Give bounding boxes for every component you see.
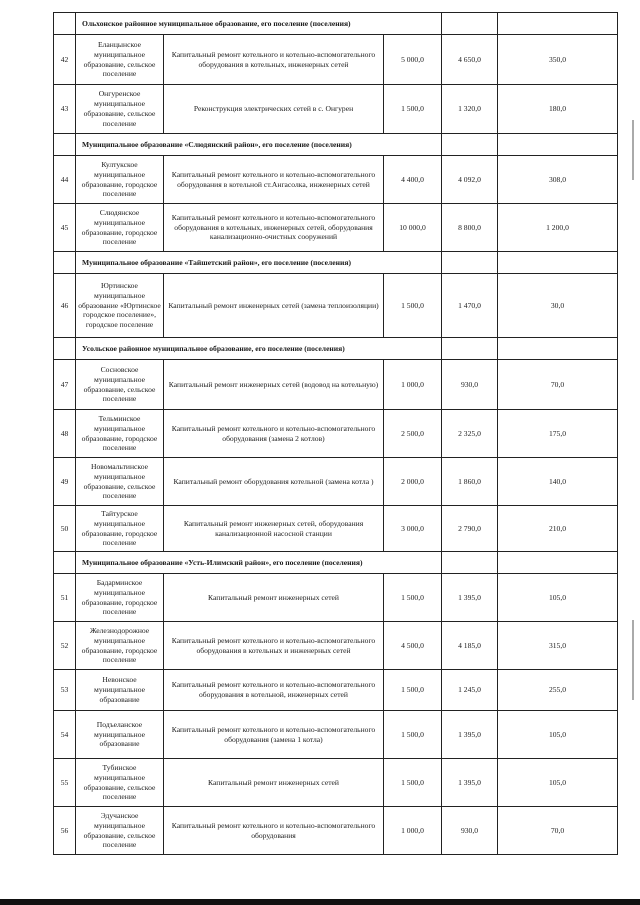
total-amount: 1 500,0 (384, 711, 442, 759)
work-description: Реконструкция электрических сетей в с. Онгурен (164, 85, 384, 134)
table-row (54, 85, 618, 134)
regional-amount: 4 092,0 (442, 156, 498, 204)
table-row (54, 360, 618, 410)
row-number: 46 (54, 274, 76, 338)
work-description: Капитальный ремонт инженерных сетей (164, 574, 384, 622)
table-row (54, 711, 618, 759)
row-number: 52 (54, 622, 76, 670)
total-amount: 2 500,0 (384, 410, 442, 458)
regional-amount: 1 395,0 (442, 574, 498, 622)
table-row (54, 204, 618, 252)
section-total-cell (442, 252, 498, 274)
work-description: Капитальный ремонт котельного и котельно-вспомогательного оборудования в котельных и инженерных сетей (164, 622, 384, 670)
work-description: Капитальный ремонт котельного и котельно-вспомогательного оборудования (замена 2 котлов) (164, 410, 384, 458)
local-amount: 105,0 (498, 574, 618, 622)
total-amount: 10 000,0 (384, 204, 442, 252)
local-amount: 175,0 (498, 410, 618, 458)
table-row (54, 35, 618, 85)
section-number-cell (54, 552, 76, 574)
row-number: 47 (54, 360, 76, 410)
row-number: 54 (54, 711, 76, 759)
section-regional-cell (498, 252, 618, 274)
total-amount: 1 500,0 (384, 670, 442, 711)
section-regional-cell (498, 13, 618, 35)
section-title: Усольское районное муниципальное образование, его поселение (поселения) (76, 338, 442, 360)
municipality-name: Эдучанское муниципальное образование, сельское поселение (76, 807, 164, 855)
regional-amount: 1 860,0 (442, 458, 498, 506)
total-amount: 5 000,0 (384, 35, 442, 85)
total-amount: 1 500,0 (384, 85, 442, 134)
municipality-name: Невонское муниципальное образование (76, 670, 164, 711)
regional-amount: 1 470,0 (442, 274, 498, 338)
section-title: Муниципальное образование «Усть-Илимский район», его поселение (поселения) (76, 552, 442, 574)
row-number: 43 (54, 85, 76, 134)
local-amount: 210,0 (498, 506, 618, 552)
table-row (54, 574, 618, 622)
table-row (54, 506, 618, 552)
work-description: Капитальный ремонт инженерных сетей (замена теплоизоляции) (164, 274, 384, 338)
regional-amount: 2 325,0 (442, 410, 498, 458)
total-amount: 1 000,0 (384, 360, 442, 410)
table-row (54, 410, 618, 458)
municipality-name: Тельминское муниципальное образование, городское поселение (76, 410, 164, 458)
municipality-name: Тайтурское муниципальное образование, городское поселение (76, 506, 164, 552)
row-number: 50 (54, 506, 76, 552)
section-total-cell (442, 134, 498, 156)
total-amount: 1 500,0 (384, 274, 442, 338)
allocation-table (53, 12, 618, 855)
local-amount: 308,0 (498, 156, 618, 204)
work-description: Капитальный ремонт инженерных сетей (164, 759, 384, 807)
table-row (54, 274, 618, 338)
regional-amount: 1 395,0 (442, 711, 498, 759)
municipality-name: Бадарминское муниципальное образование, городское поселение (76, 574, 164, 622)
work-description: Капитальный ремонт котельного и котельно-вспомогательного оборудования (замена 1 котла) (164, 711, 384, 759)
work-description: Капитальный ремонт инженерных сетей, оборудования канализационной насосной станции (164, 506, 384, 552)
local-amount: 180,0 (498, 85, 618, 134)
scan-edge-mark (632, 120, 634, 180)
section-row (54, 552, 618, 574)
regional-amount: 1 245,0 (442, 670, 498, 711)
section-regional-cell (498, 552, 618, 574)
section-number-cell (54, 13, 76, 35)
regional-amount: 8 800,0 (442, 204, 498, 252)
scan-edge-mark (632, 620, 634, 700)
row-number: 53 (54, 670, 76, 711)
table-row (54, 759, 618, 807)
work-description: Капитальный ремонт котельного и котельно-вспомогательного оборудования в котельной, инженерных сетей (164, 670, 384, 711)
municipality-name: Онгуренское муниципальное образование, сельское поселение (76, 85, 164, 134)
local-amount: 105,0 (498, 711, 618, 759)
section-regional-cell (498, 134, 618, 156)
section-title: Муниципальное образование «Слюдянский район», его поселение (поселения) (76, 134, 442, 156)
row-number: 51 (54, 574, 76, 622)
regional-amount: 4 185,0 (442, 622, 498, 670)
section-total-cell (442, 552, 498, 574)
table-row (54, 670, 618, 711)
total-amount: 3 000,0 (384, 506, 442, 552)
row-number: 44 (54, 156, 76, 204)
row-number: 45 (54, 204, 76, 252)
regional-amount: 2 790,0 (442, 506, 498, 552)
row-number: 55 (54, 759, 76, 807)
local-amount: 30,0 (498, 274, 618, 338)
local-amount: 315,0 (498, 622, 618, 670)
table-row (54, 156, 618, 204)
row-number: 49 (54, 458, 76, 506)
work-description: Капитальный ремонт оборудования котельной (замена котла ) (164, 458, 384, 506)
municipality-name: Тубинское муниципальное образование, сельское поселение (76, 759, 164, 807)
row-number: 42 (54, 35, 76, 85)
municipality-name: Еланцынское муниципальное образование, сельское поселение (76, 35, 164, 85)
regional-amount: 930,0 (442, 360, 498, 410)
total-amount: 1 000,0 (384, 807, 442, 855)
table-row (54, 458, 618, 506)
work-description: Капитальный ремонт котельного и котельно-вспомогательного оборудования (164, 807, 384, 855)
total-amount: 4 400,0 (384, 156, 442, 204)
total-amount: 1 500,0 (384, 759, 442, 807)
work-description: Капитальный ремонт котельного и котельно-вспомогательного оборудования в котельных, инженерных сетей (164, 35, 384, 85)
regional-amount: 1 320,0 (442, 85, 498, 134)
section-total-cell (442, 338, 498, 360)
municipality-name: Железнодорожное муниципальное образование, городское поселение (76, 622, 164, 670)
section-row (54, 338, 618, 360)
row-number: 56 (54, 807, 76, 855)
section-regional-cell (498, 338, 618, 360)
work-description: Капитальный ремонт котельного и котельно-вспомогательного оборудования в котельных, инженерных сетей, оборудования канализационно-очистных сооружений (164, 204, 384, 252)
table-body (54, 13, 618, 855)
work-description: Капитальный ремонт котельного и котельно-вспомогательного оборудования в котельной ст.Ангасолка, инженерных сетей (164, 156, 384, 204)
municipality-name: Новомальтинское муниципальное образование, сельское поселение (76, 458, 164, 506)
section-number-cell (54, 134, 76, 156)
row-number: 48 (54, 410, 76, 458)
municipality-name: Слюдянское муниципальное образование, городское поселение (76, 204, 164, 252)
total-amount: 2 000,0 (384, 458, 442, 506)
local-amount: 350,0 (498, 35, 618, 85)
total-amount: 1 500,0 (384, 574, 442, 622)
section-title: Ольхонское районное муниципальное образование, его поселение (поселения) (76, 13, 442, 35)
regional-amount: 930,0 (442, 807, 498, 855)
table-row (54, 622, 618, 670)
table-row (54, 807, 618, 855)
municipality-name: Култукское муниципальное образование, городское поселение (76, 156, 164, 204)
local-amount: 70,0 (498, 807, 618, 855)
section-title: Муниципальное образование «Тайшетский район», его поселение (поселения) (76, 252, 442, 274)
local-amount: 255,0 (498, 670, 618, 711)
municipality-name: Сосновское муниципальное образование, сельское поселение (76, 360, 164, 410)
municipality-name: Юртинское муниципальное образование «Юртинское городское поселение», городское поселение (76, 274, 164, 338)
local-amount: 1 200,0 (498, 204, 618, 252)
municipality-name: Подъеланское муниципальное образование (76, 711, 164, 759)
section-row (54, 13, 618, 35)
total-amount: 4 500,0 (384, 622, 442, 670)
section-total-cell (442, 13, 498, 35)
section-number-cell (54, 252, 76, 274)
work-description: Капитальный ремонт инженерных сетей (водовод на котельную) (164, 360, 384, 410)
regional-amount: 1 395,0 (442, 759, 498, 807)
local-amount: 105,0 (498, 759, 618, 807)
page-bottom-edge (0, 899, 640, 905)
section-number-cell (54, 338, 76, 360)
local-amount: 140,0 (498, 458, 618, 506)
section-row (54, 252, 618, 274)
section-row (54, 134, 618, 156)
local-amount: 70,0 (498, 360, 618, 410)
regional-amount: 4 650,0 (442, 35, 498, 85)
